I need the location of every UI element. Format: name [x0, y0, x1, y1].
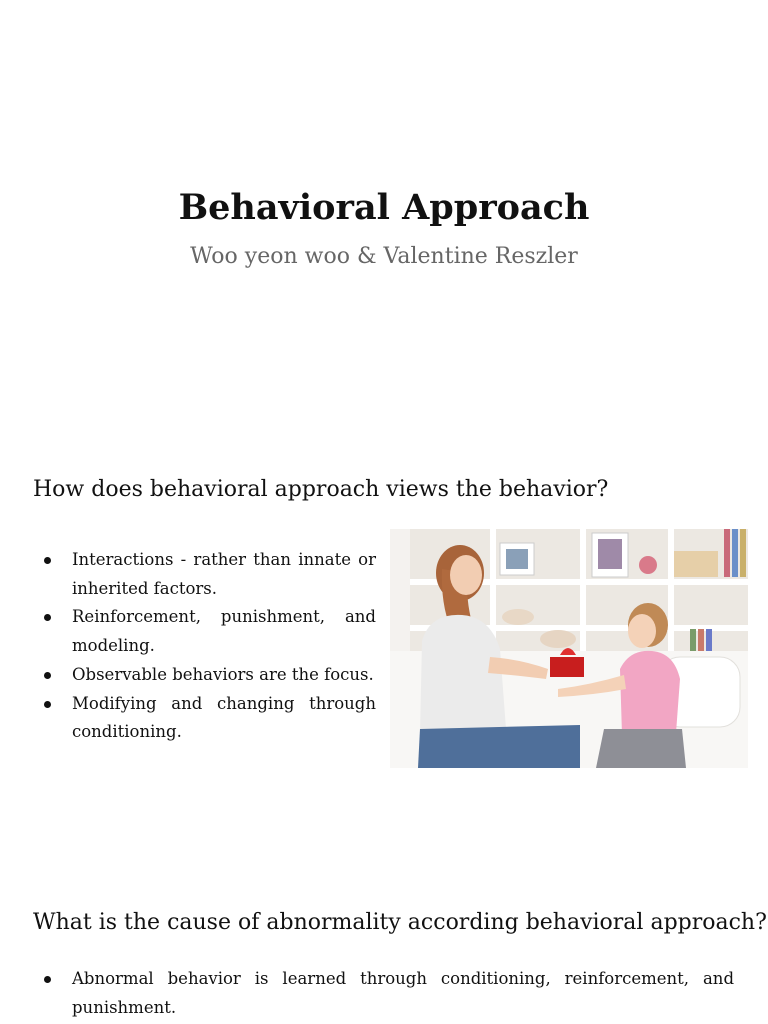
list-item: [34, 546, 376, 603]
photo-mother-giving-gift-to-child: [390, 529, 748, 768]
bullet-icon: [44, 672, 51, 679]
page-subtitle: Woo yeon woo & Valentine Reszler: [190, 244, 578, 269]
bullet-icon: [44, 976, 51, 983]
bullet-icon: [44, 557, 51, 564]
bullet-list-behavior-view: [34, 546, 376, 747]
list-item: [34, 965, 734, 1022]
section-heading-abnormality-cause: What is the cause of abnormality according behavioral approach?: [33, 910, 767, 935]
photo-illustration: [390, 529, 748, 768]
list-item: [34, 690, 376, 747]
bullet-list-abnormality-cause: [34, 965, 734, 1022]
section-heading-behavior-view: How does behavioral approach views the behavior?: [33, 477, 609, 502]
page-title: Behavioral Approach: [178, 187, 590, 228]
title-block: [0, 186, 768, 272]
bullet-icon: [44, 614, 51, 621]
list-item: [34, 603, 376, 660]
list-item-text: Abnormal behavior is learned through conditioning, reinforcement, and punishment.: [72, 969, 734, 1017]
list-item-text: Observable behaviors are the focus.: [72, 664, 374, 684]
list-item-text: Modifying and changing through conditioning.: [72, 693, 376, 742]
list-item-text: Reinforcement, punishment, and modeling.: [72, 607, 376, 656]
list-item: [34, 661, 376, 690]
list-item-text: Interactions - rather than innate or inherited factors.: [72, 550, 376, 598]
bullet-icon: [44, 701, 51, 708]
